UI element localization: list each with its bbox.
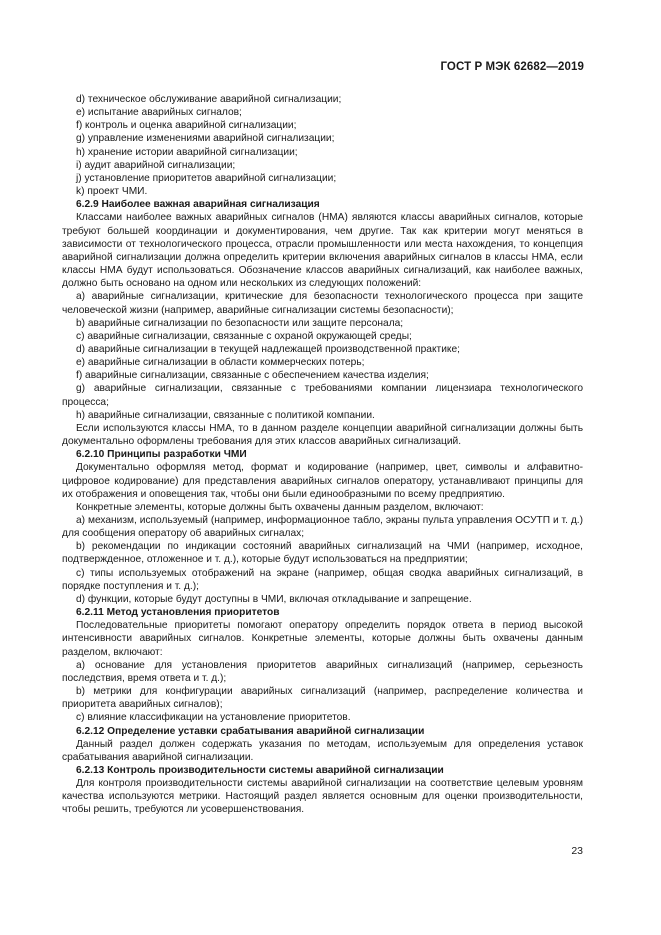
list-item: i) аудит аварийной сигнализации; bbox=[76, 159, 236, 171]
list-item: a) основание для установления приоритетов аварийных сигнализаций (например, серьезность последствия, время ответа и т. д.); bbox=[62, 659, 583, 684]
list-item: c) типы используемых отображений на экране (например, общая сводка аварийных сигнализаций, в порядке поступления и т. д.); bbox=[62, 567, 583, 592]
list-item: a) механизм, используемый (например, информационное табло, экраны пульта управления ОСУТП и т. д.) для сообщения оператору об аварийных сигналах; bbox=[62, 515, 583, 540]
list-item: f) контроль и оценка аварийной сигнализации; bbox=[76, 120, 297, 132]
list-item: e) испытание аварийных сигналов; bbox=[76, 107, 242, 119]
section-heading-6-2-10: 6.2.10 Принципы разработки ЧМИ bbox=[76, 449, 247, 461]
document-header: ГОСТ Р МЭК 62682—2019 bbox=[440, 61, 584, 73]
list-item: d) функции, которые будут доступны в ЧМИ, включая откладывание и запрещение. bbox=[76, 593, 472, 605]
list-item: f) аварийные сигнализации, связанные с обеспечением качества изделия; bbox=[76, 370, 429, 382]
paragraph: Для контроля производительности системы аварийной сигнализации на соответствие целевым уровням качества используются метрики. Настоящий раздел является основным для оценки производительности, чтобы решить, требуются ли усовершенствования. bbox=[62, 778, 583, 816]
section-heading-6-2-9: 6.2.9 Наиболее важная аварийная сигнализация bbox=[76, 199, 320, 211]
section-heading-6-2-13: 6.2.13 Контроль производительности системы аварийной сигнализации bbox=[76, 764, 444, 776]
list-item: d) техническое обслуживание аварийной сигнализации; bbox=[76, 94, 342, 105]
list-item: g) управление изменениями аварийной сигнализации; bbox=[76, 133, 335, 145]
paragraph: Классами наиболее важных аварийных сигналов (НМА) являются классы аварийных сигналов, которые требуют большей координации и документирования, чем другие. Так как критерии могут меняться в зависимости от технологического процесса, отрасли промышленности или места нахождения, то концепция аварийной сигнализации должна определить критерии включения аварийных сигналов в классы НМА, если классы НМА будут использоваться. Обозначение классов аварийных сигнализаций, как наиболее важных, должно быть основано на одном или нескольких из следующих положений: bbox=[62, 212, 583, 290]
list-item: j) установление приоритетов аварийной сигнализации; bbox=[76, 172, 337, 184]
page-body bbox=[62, 93, 583, 817]
list-item: h) хранение истории аварийной сигнализации; bbox=[76, 146, 298, 158]
list-item: b) метрики для конфигурации аварийных сигнализаций (например, распределение количества и приоритета аварийных сигналов); bbox=[62, 686, 583, 711]
list-item: a) аварийные сигнализации, критические для безопасности технологического процесса при защите человеческой жизни (например, аварийные сигнализации системы безопасности); bbox=[62, 291, 583, 316]
list-item: c) аварийные сигнализации, связанные с охраной окружающей среды; bbox=[76, 330, 412, 342]
list-item: b) аварийные сигнализации по безопасности или защите персонала; bbox=[76, 317, 404, 329]
list-item: e) аварийные сигнализации в области коммерческих потерь; bbox=[76, 357, 365, 369]
paragraph: Документально оформляя метод, формат и кодирование (например, цвет, символы и алфавитно-цифровое кодирование) для представления аварийных сигналов оператору, устанавливают принципы для их отображения и оповещения так, чтобы они были единообразными по всему предприятию. bbox=[62, 462, 583, 500]
list-item: g) аварийные сигнализации, связанные с требованиями компании лицензиара технологического процесса; bbox=[62, 383, 583, 408]
paragraph: Конкретные элементы, которые должны быть охвачены данным разделом, включают: bbox=[76, 501, 484, 513]
list-item: d) аварийные сигнализации в текущей надлежащей производственной практике; bbox=[76, 343, 460, 355]
list-item: c) влияние классификации на установление приоритетов. bbox=[76, 712, 351, 724]
page-number: 23 bbox=[571, 845, 583, 857]
list-item: k) проект ЧМИ. bbox=[76, 186, 148, 198]
paragraph: Последовательные приоритеты помогают оператору определить порядок ответа в период высокой интенсивности аварийных сигналов. Конкретные элементы, которые должны быть охвачены данным разделом, включают: bbox=[62, 620, 583, 658]
paragraph: Если используются классы НМА, то в данном разделе концепции аварийной сигнализации должны быть документально оформлены требования для этих классов аварийных сигнализаций. bbox=[62, 422, 583, 448]
list-item: h) аварийные сигнализации, связанные с политикой компании. bbox=[76, 409, 375, 421]
paragraph: Данный раздел должен содержать указания по методам, используемым для определения уставок срабатывания аварийной сигнализации. bbox=[62, 738, 583, 763]
list-item: b) рекомендации по индикации состояний аварийных сигнализаций на ЧМИ (например, исходное, подтвержденное, отложенное и т. д.), которые будут использоваться на предприятии; bbox=[62, 541, 583, 566]
section-heading-6-2-12: 6.2.12 Определение уставки срабатывания аварийной сигнализации bbox=[76, 725, 425, 737]
section-heading-6-2-11: 6.2.11 Метод установления приоритетов bbox=[76, 607, 280, 619]
